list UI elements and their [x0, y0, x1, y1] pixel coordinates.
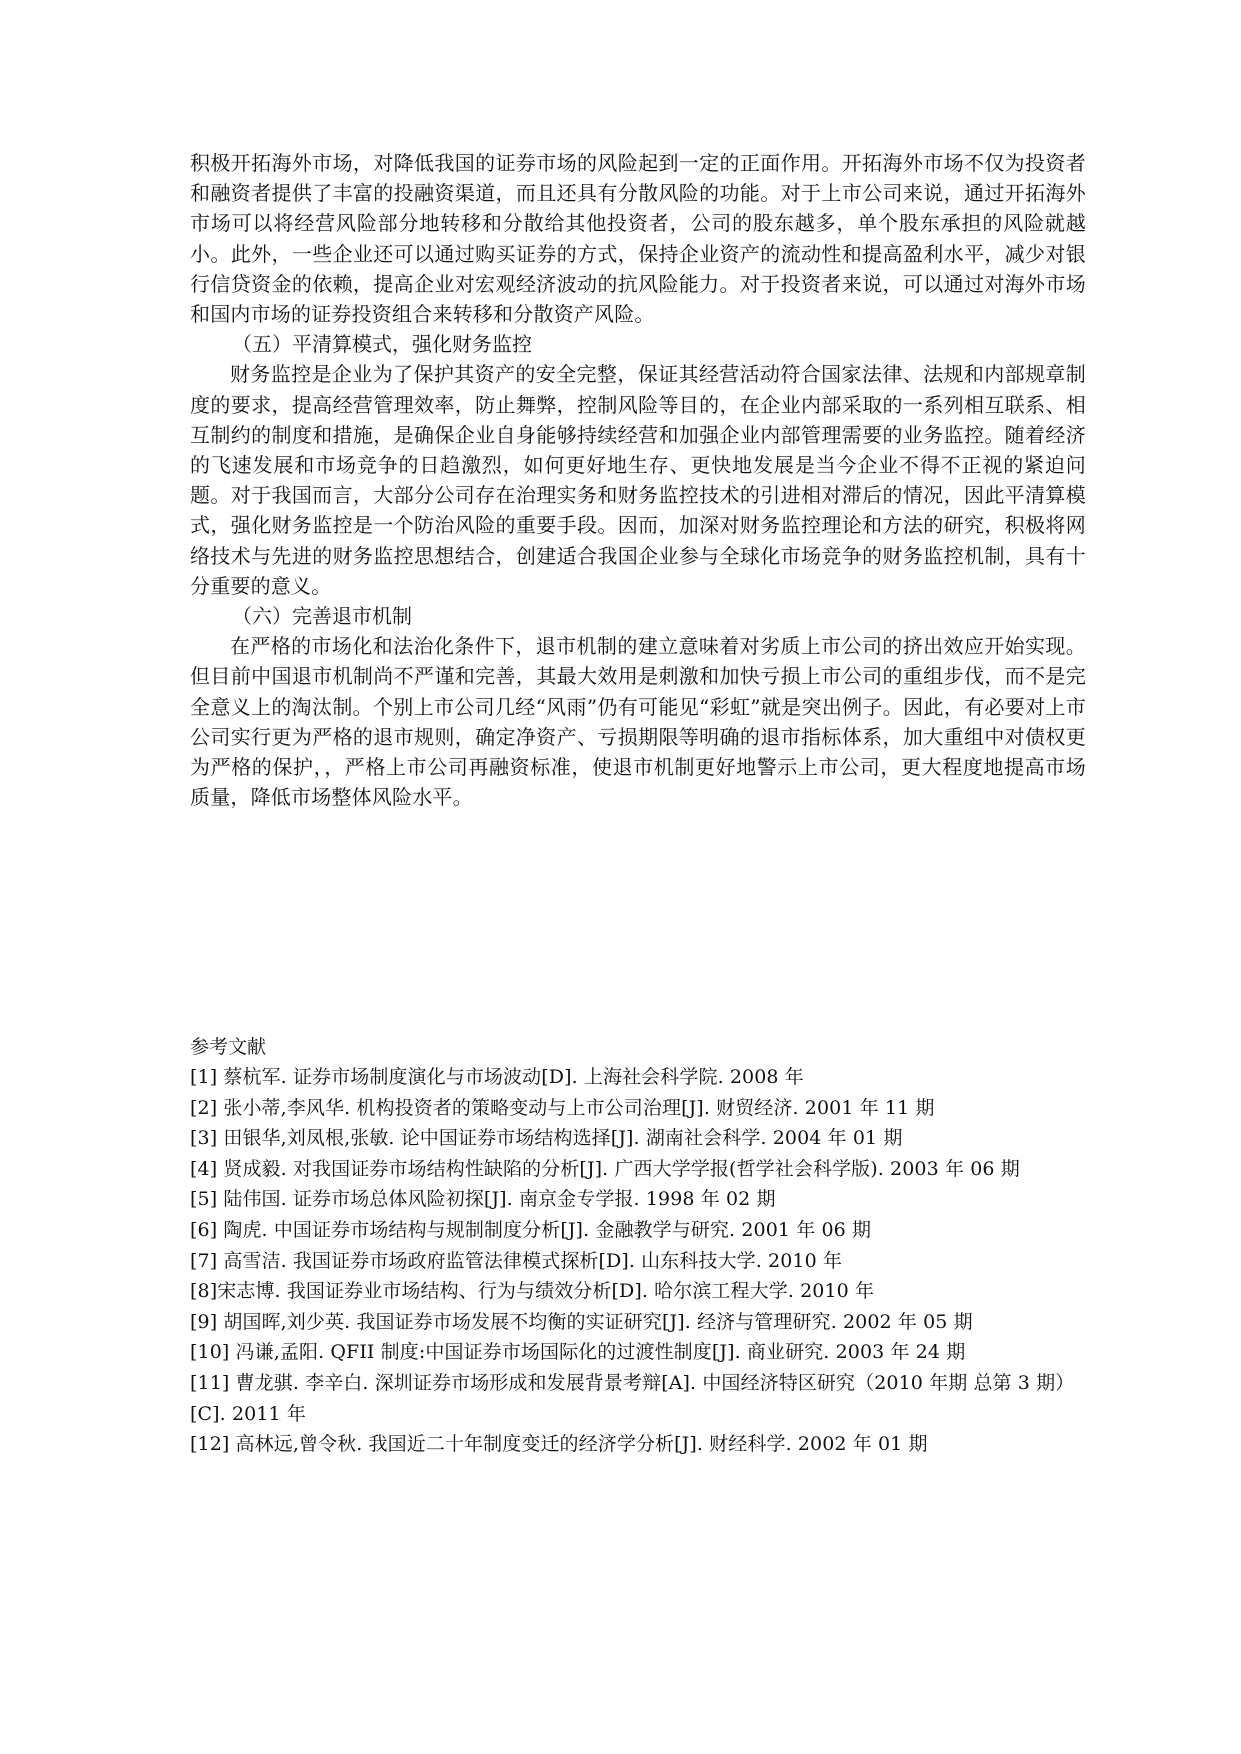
references-section	[190, 1032, 1086, 1460]
reference-item: [8]宋志博. 我国证券业市场结构、行为与绩效分析[D]. 哈尔滨工程大学. 2010 年	[190, 1280, 875, 1303]
reference-item: [12] 高林远,曾令秋. 我国近二十年制度变迁的经济学分析[J]. 财经科学. 2002 年 01 期	[190, 1433, 928, 1456]
references-title: 参考文献	[190, 1036, 267, 1058]
reference-item: [11] 曹龙骐. 李辛白. 深圳证券市场形成和发展背景考辩[A]. 中国经济特区研究（2010 年期 总第 3 期）[C]. 2011 年	[190, 1371, 1075, 1425]
reference-item: [5] 陆伟国. 证券市场总体风险初探[J]. 南京金专学报. 1998 年 02 期	[190, 1188, 776, 1211]
reference-item: [10] 冯谦,孟阳. QFII 制度:中国证券市场国际化的过渡性制度[J]. 商业研究. 2003 年 24 期	[190, 1341, 966, 1364]
document-body	[190, 148, 1086, 812]
reference-item: [3] 田银华,刘凤根,张敏. 论中国证券市场结构选择[J]. 湖南社会科学. 2004 年 01 期	[190, 1127, 903, 1150]
paragraph-delisting-mechanism: 在严格的市场化和法治化条件下，退市机制的建立意味着对劣质上市公司的挤出效应开始实现。但目前中国退市机制尚不严谨和完善，其最大效用是刺激和加快亏损上市公司的重组步伐，而不是完全意义上的淘汰制。个别上市公司几经“风雨”仍有可能见“彩虹”就是突出例子。因此，有必要对上市公司实行更为严格的退市规则，确定净资产、亏损期限等明确的退市指标体系，加大重组中对债权更为严格的保护，，严格上市公司再融资标准，使退市机制更好地警示上市公司，更大程度地提高市场质量，降低市场整体风险水平。	[190, 634, 1086, 810]
paragraph-financial-monitoring: 财务监控是企业为了保护其资产的安全完整，保证其经营活动符合国家法律、法规和内部规章制度的要求，提高经营管理效率，防止舞弊，控制风险等目的，在企业内部采取的一系列相互联系、相互制约的制度和措施，是确保企业自身能够持续经营和加强企业内部管理需要的业务监控。随着经济的飞速发展和市场竞争的日趋激烈，如何更好地生存、更快地发展是当今企业不得不正视的紧迫问题。对于我国而言，大部分公司存在治理实务和财务监控技术的引进相对滞后的情况，因此平清算模式，强化财务监控是一个防治风险的重要手段。因而，加深对财务监控理论和方法的研究，积极将网络技术与先进的财务监控思想结合，创建适合我国企业参与全球化市场竞争的财务监控机制，具有十分重要的意义。	[190, 362, 1086, 598]
reference-item: [1] 蔡杭军. 证券市场制度演化与市场波动[D]. 上海社会科学院. 2008 年	[190, 1066, 804, 1088]
section-heading-5: （五）平清算模式，强化财务监控	[232, 332, 532, 357]
reference-item: [4] 贤成毅. 对我国证券市场结构性缺陷的分析[J]. 广西大学学报(哲学社会科学版). 2003 年 06 期	[190, 1157, 1020, 1180]
section-heading-6: （六）完善退市机制	[232, 604, 412, 629]
reference-item: [7] 高雪洁. 我国证券市场政府监管法律模式探析[D]. 山东科技大学. 2010 年	[190, 1249, 843, 1272]
reference-item: [9] 胡国晖,刘少英. 我国证券市场发展不均衡的实证研究[J]. 经济与管理研究. 2002 年 05 期	[190, 1310, 973, 1333]
reference-item: [2] 张小蒂,李风华. 机构投资者的策略变动与上市公司治理[J]. 财贸经济. 2001 年 11 期	[190, 1096, 935, 1119]
reference-item: [6] 陶虎. 中国证券市场结构与规制制度分析[J]. 金融教学与研究. 2001 年 06 期	[190, 1218, 872, 1241]
paragraph-overseas-market: 积极开拓海外市场，对降低我国的证券市场的风险起到一定的正面作用。开拓海外市场不仅为投资者和融资者提供了丰富的投融资渠道，而且还具有分散风险的功能。对于上市公司来说，通过开拓海外市场可以将经营风险部分地转移和分散给其他投资者，公司的股东越多，单个股东承担的风险就越小。此外，一些企业还可以通过购买证券的方式，保持企业资产的流动性和提高盈利水平，减少对银行信贷资金的依赖，提高企业对宏观经济波动的抗风险能力。对于投资者来说，可以通过对海外市场和国内市场的证券投资组合来转移和分散资产风险。	[190, 151, 1086, 327]
